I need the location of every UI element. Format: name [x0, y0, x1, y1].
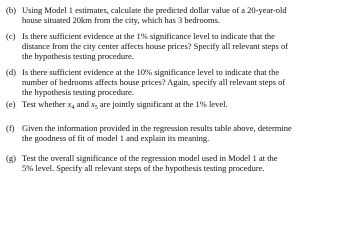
question-text: [22, 153, 344, 173]
question-d: [6, 67, 344, 97]
question-text-post: are jointly significant at the 1% level.: [97, 99, 228, 109]
question-text: [22, 99, 344, 113]
question-line: Using Model 1 estimates, calculate the predicted dollar value of a 20-year-old: [22, 5, 287, 15]
question-line: Given the information provided in the regression results table above, determine: [22, 123, 292, 133]
question-label: (c): [6, 31, 16, 41]
question-f: [6, 123, 344, 143]
question-g: [6, 153, 344, 173]
question-text-pre: Test whether: [22, 99, 68, 109]
question-label: (f): [6, 123, 15, 133]
question-line: Is there sufficient evidence at the 10% significance level to indicate that the: [22, 67, 280, 77]
question-text: [22, 5, 344, 25]
question-line: 5% level. Specify all relevant steps of the hypothesis testing procedure.: [22, 163, 265, 173]
variable-x4: $x_4$: [67, 99, 75, 111]
question-label: (b): [6, 5, 16, 15]
question-line: Is there sufficient evidence at the 1% significance level to indicate that the: [22, 31, 275, 41]
question-b: [6, 5, 344, 25]
question-text: [22, 31, 344, 61]
question-e: [6, 99, 344, 113]
question-label: (e): [6, 99, 16, 109]
question-line: Test the overall significance of the regression model used in Model 1 at the: [22, 153, 278, 163]
question-text: [22, 67, 344, 97]
variable-x5: $x_5$: [90, 99, 98, 111]
question-line: [22, 99, 336, 113]
question-line: the goodness of fit of model 1 and explain its meaning.: [22, 133, 210, 143]
question-line: distance from the city center affects house prices? Specify all relevant steps of: [22, 41, 289, 51]
question-label: (g): [6, 153, 16, 163]
question-text: [22, 123, 344, 143]
question-line: number of bedrooms affects house prices? Again, specify all relevant steps of: [22, 77, 286, 87]
question-c: [6, 31, 344, 61]
question-text-mid: and: [74, 99, 91, 109]
question-label: (d): [6, 67, 16, 77]
question-line: house situated 20km from the city, which has 3 bedrooms.: [22, 15, 220, 25]
question-line: the hypothesis testing procedure.: [22, 51, 134, 61]
question-line: the hypothesis testing procedure.: [22, 87, 134, 97]
